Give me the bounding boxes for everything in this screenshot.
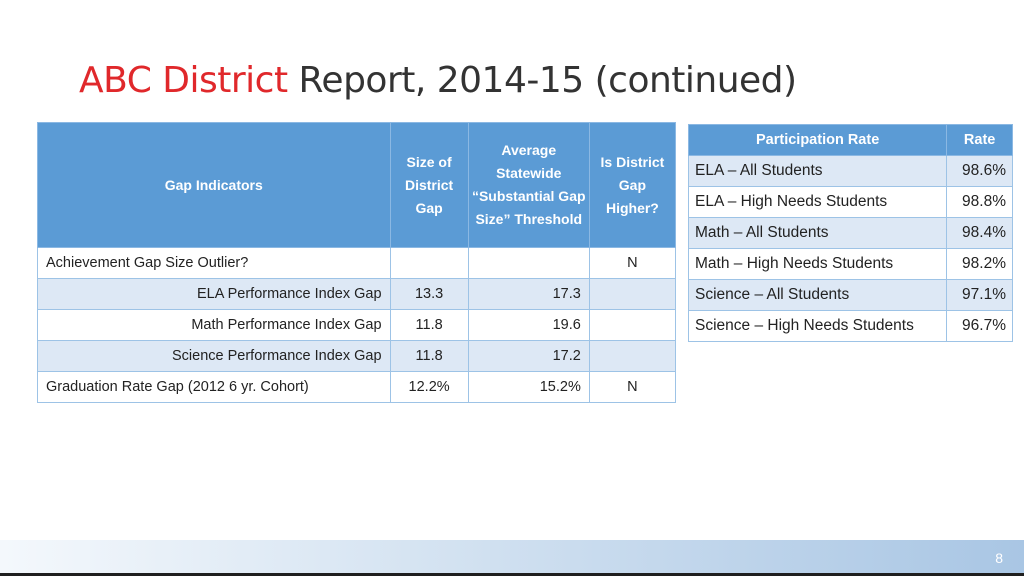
row-rate: 98.4% xyxy=(947,218,1013,249)
table-row xyxy=(38,372,676,403)
row-size: 12.2% xyxy=(390,372,468,403)
row-rate: 97.1% xyxy=(947,280,1013,311)
participation-rate-table xyxy=(688,124,1013,342)
row-higher xyxy=(589,341,675,372)
row-label: Math – All Students xyxy=(689,218,947,249)
table-row xyxy=(689,280,1013,311)
row-indicator: Science Performance Index Gap xyxy=(38,341,391,372)
row-threshold: 19.6 xyxy=(468,310,589,341)
table-row xyxy=(689,218,1013,249)
row-rate: 98.8% xyxy=(947,187,1013,218)
row-threshold xyxy=(468,248,589,279)
footer-bar xyxy=(0,540,1024,576)
header-gap-indicators: Gap Indicators xyxy=(38,123,391,248)
table-header-row xyxy=(689,125,1013,156)
title-accent: ABC District xyxy=(79,60,288,101)
row-higher: N xyxy=(589,248,675,279)
table-row xyxy=(689,249,1013,280)
row-rate: 98.2% xyxy=(947,249,1013,280)
table-row xyxy=(38,341,676,372)
row-label: Science – High Needs Students xyxy=(689,311,947,342)
row-rate: 98.6% xyxy=(947,156,1013,187)
table-row xyxy=(38,248,676,279)
row-threshold: 15.2% xyxy=(468,372,589,403)
table-header-row xyxy=(38,123,676,248)
gap-indicators-table xyxy=(37,122,676,403)
row-higher xyxy=(589,279,675,310)
table-row xyxy=(689,311,1013,342)
row-label: ELA – High Needs Students xyxy=(689,187,947,218)
page-title xyxy=(79,60,797,101)
header-size-of-district-gap: Size of District Gap xyxy=(390,123,468,248)
page-number: 8 xyxy=(995,550,1003,566)
table-row xyxy=(38,279,676,310)
row-threshold: 17.3 xyxy=(468,279,589,310)
row-indicator: Achievement Gap Size Outlier? xyxy=(38,248,391,279)
row-indicator: ELA Performance Index Gap xyxy=(38,279,391,310)
row-label: Science – All Students xyxy=(689,280,947,311)
row-indicator: Graduation Rate Gap (2012 6 yr. Cohort) xyxy=(38,372,391,403)
row-threshold: 17.2 xyxy=(468,341,589,372)
table-row xyxy=(689,187,1013,218)
row-rate: 96.7% xyxy=(947,311,1013,342)
table-row xyxy=(689,156,1013,187)
row-size: 11.8 xyxy=(390,310,468,341)
row-size: 13.3 xyxy=(390,279,468,310)
row-size: 11.8 xyxy=(390,341,468,372)
table-row xyxy=(38,310,676,341)
row-higher: N xyxy=(589,372,675,403)
row-size xyxy=(390,248,468,279)
row-label: Math – High Needs Students xyxy=(689,249,947,280)
row-higher xyxy=(589,310,675,341)
row-indicator: Math Performance Index Gap xyxy=(38,310,391,341)
header-rate: Rate xyxy=(947,125,1013,156)
header-is-gap-higher: Is District Gap Higher? xyxy=(589,123,675,248)
header-statewide-threshold: Average Statewide “Substantial Gap Size” Threshold xyxy=(468,123,589,248)
title-rest: Report, 2014-15 (continued) xyxy=(287,60,797,101)
row-label: ELA – All Students xyxy=(689,156,947,187)
header-participation-rate: Participation Rate xyxy=(689,125,947,156)
